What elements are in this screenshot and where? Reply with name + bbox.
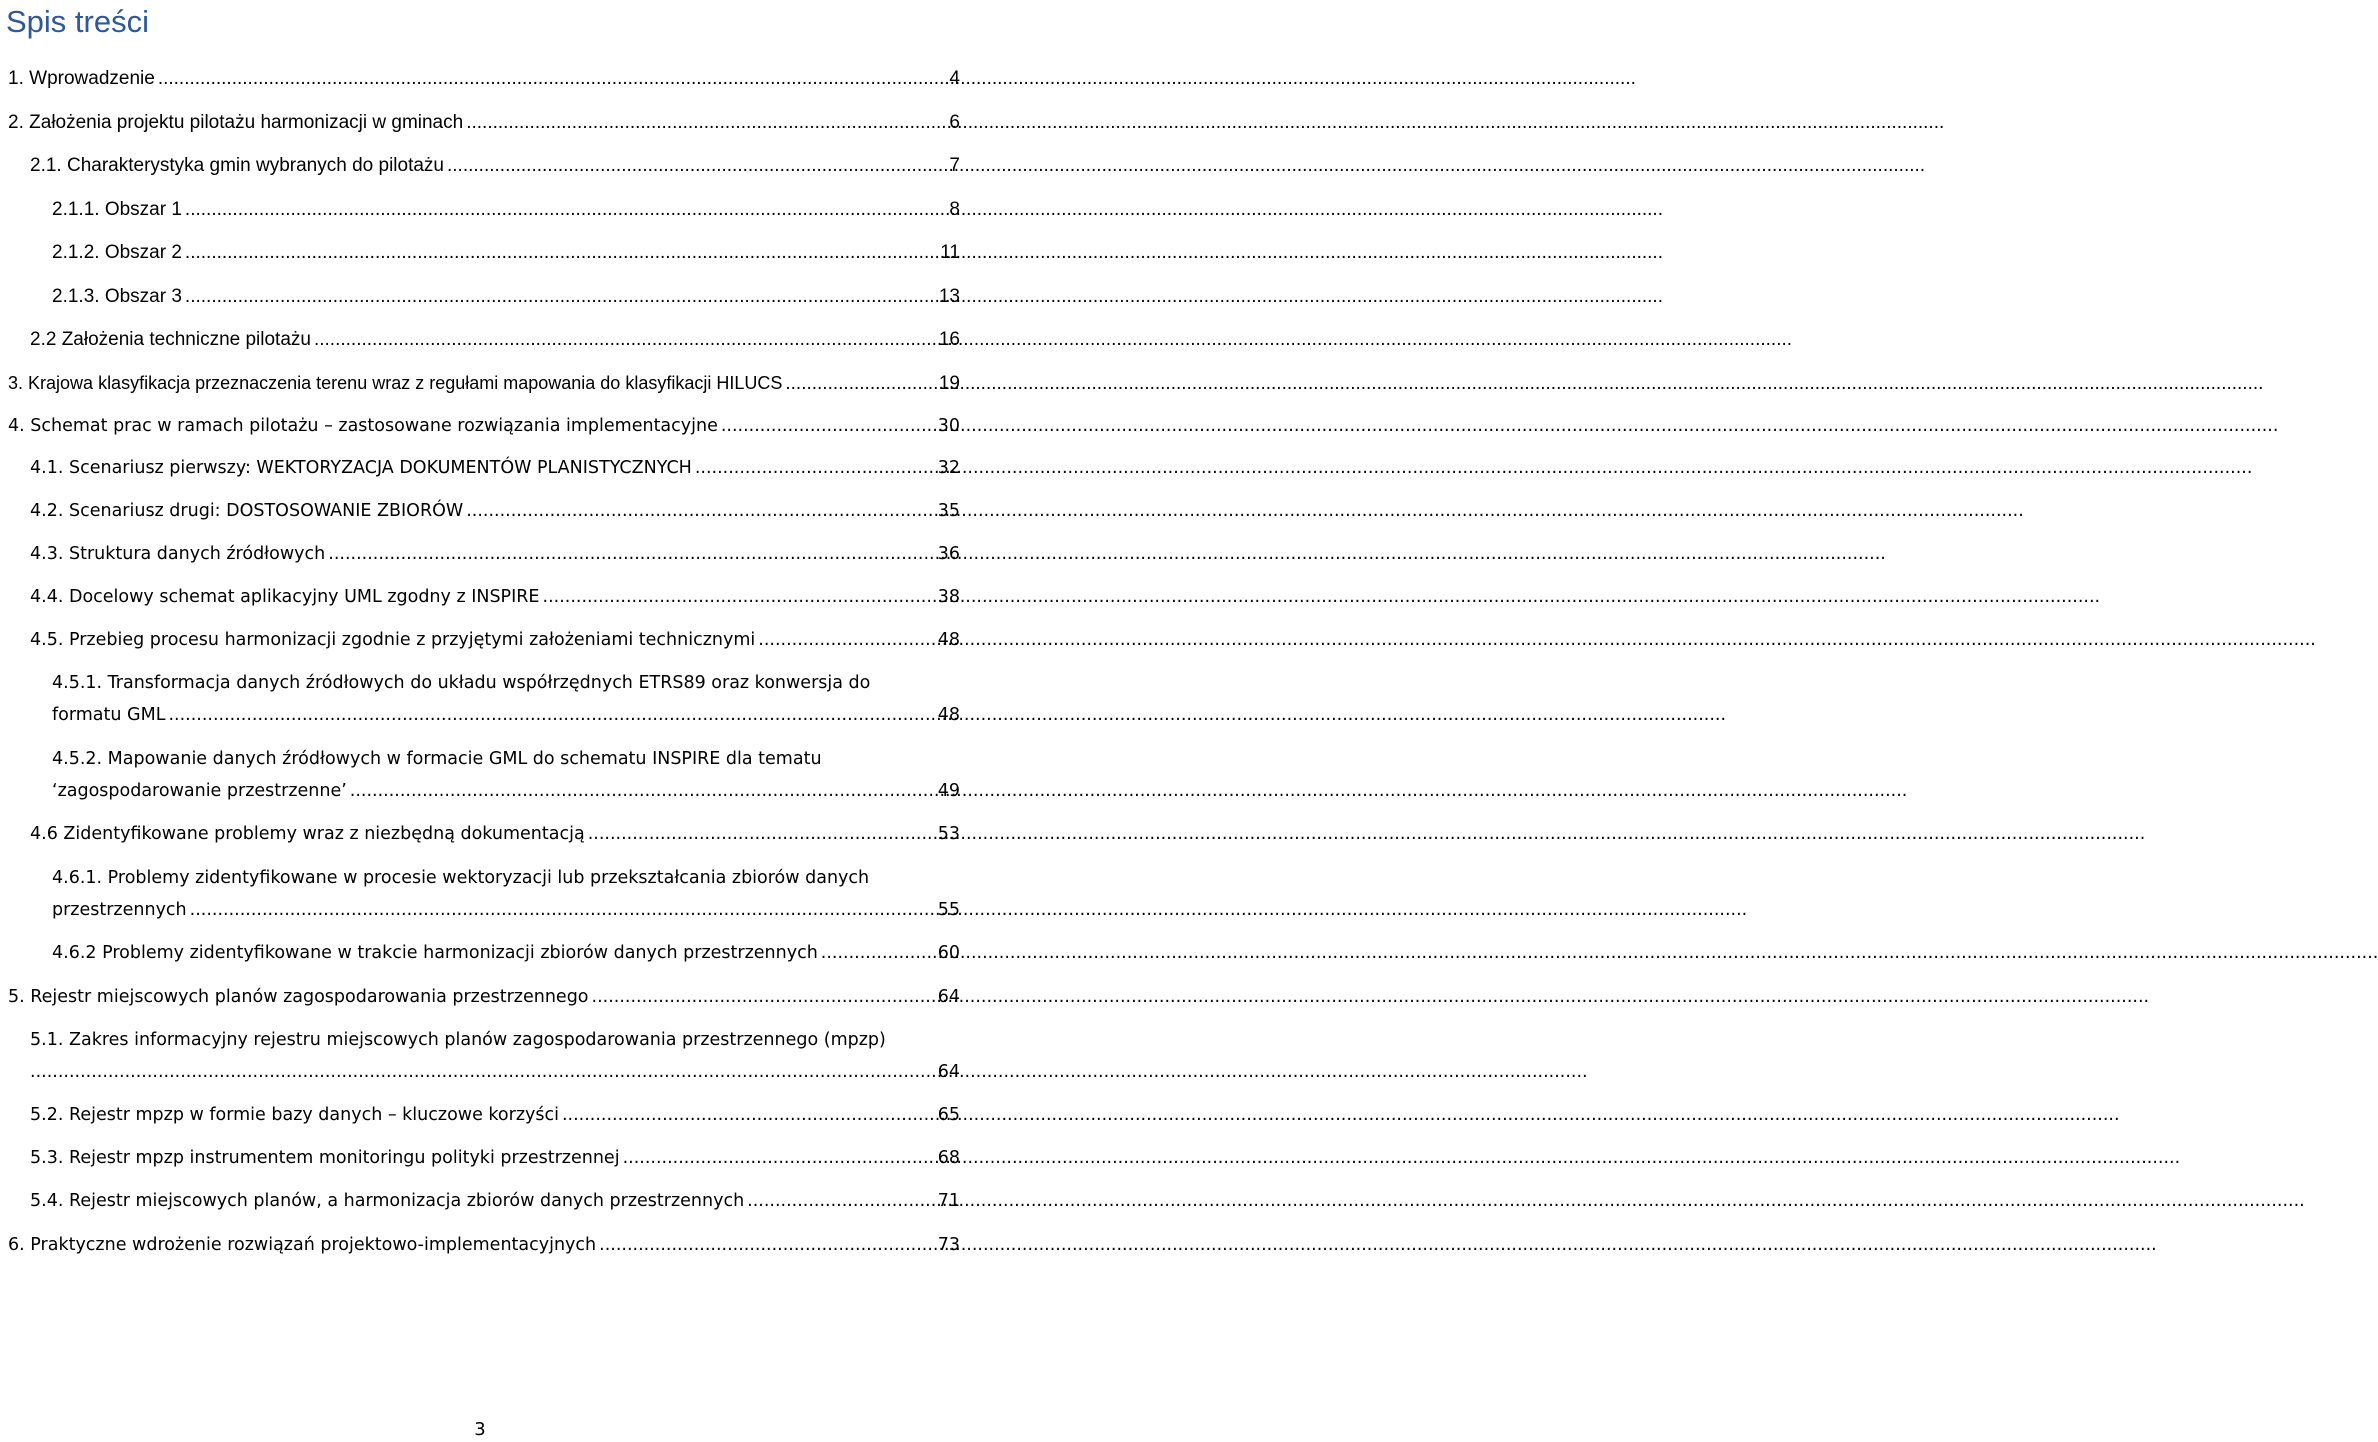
toc-entry[interactable] — [8, 1229, 960, 1261]
toc-page-number: 6 — [949, 112, 960, 133]
toc-leader-dots — [785, 368, 936, 400]
toc-entry-title: 2. Założenia projektu pilotażu harmonizacji w gminach — [8, 112, 464, 133]
toc-entry[interactable] — [52, 237, 960, 269]
toc-leader-dots — [695, 452, 935, 484]
toc-leader-dots — [30, 1056, 935, 1088]
toc-leader-dots — [466, 495, 935, 527]
toc-leader-dots — [447, 150, 946, 182]
toc-entry[interactable] — [30, 150, 960, 182]
toc-page-number: 7 — [949, 155, 960, 176]
toc-page-number: 8 — [949, 199, 960, 220]
toc-page-number: 73 — [937, 1235, 960, 1255]
toc-page-number: 30 — [937, 416, 960, 436]
toc-entry[interactable] — [52, 743, 960, 807]
toc-leader-dots — [588, 818, 935, 850]
toc-entry[interactable] — [52, 194, 960, 226]
toc-entry-title: 2.1. Charakterystyka gmin wybranych do pilotażu — [30, 155, 444, 176]
toc-leader-dots — [185, 281, 936, 313]
toc-entry-title: 6. Praktyczne wdrożenie rozwiązań projektowo-implementacyjnych — [8, 1235, 597, 1255]
toc-page-number: 48 — [937, 630, 960, 650]
toc-page-number: 65 — [937, 1105, 960, 1125]
toc-page-number: 32 — [937, 458, 960, 478]
toc-page-number: 11 — [940, 242, 960, 263]
toc-page-number: 49 — [937, 781, 960, 801]
toc-page-number: 36 — [937, 544, 960, 564]
toc-entry-title: 5.3. Rejestr mpzp instrumentem monitoringu polityki przestrzennej — [30, 1148, 620, 1168]
toc-entry-title-continued: ‘zagospodarowanie przestrzenne’ — [52, 781, 347, 801]
toc-entry[interactable] — [30, 1185, 960, 1217]
toc-leader-dots — [158, 63, 947, 95]
toc-entry-title: 1. Wprowadzenie — [8, 68, 155, 89]
toc-leader-dots — [599, 1229, 935, 1261]
toc-entry-title: 4.5.2. Mapowanie danych źródłowych w formacie GML do schematu INSPIRE dla tematu — [52, 749, 822, 769]
toc-entry-title: 3. Krajowa klasyfikacja przeznaczenia terenu wraz z regułami mapowania do klasyfikacji HILUCS — [8, 373, 783, 393]
toc-leader-dots — [328, 538, 934, 570]
toc-page-number: 60 — [937, 943, 960, 963]
toc-leader-dots — [185, 237, 937, 269]
toc-entry[interactable] — [30, 452, 960, 484]
toc-page-number: 16 — [938, 329, 960, 350]
toc-entry[interactable] — [30, 1099, 960, 1131]
toc-entry-title: 2.2 Założenia techniczne pilotażu — [30, 329, 311, 350]
toc-entry-title: 4.5. Przebieg procesu harmonizacji zgodnie z przyjętymi założeniami technicznymi — [30, 630, 756, 650]
toc-entry[interactable] — [8, 367, 960, 399]
toc-entry-title: 4.6.2 Problemy zidentyfikowane w trakcie harmonizacji zbiorów danych przestrzennych — [52, 943, 818, 963]
toc-entry[interactable] — [52, 937, 960, 969]
toc-page-number: 35 — [937, 501, 960, 521]
toc-entry[interactable] — [30, 538, 960, 570]
toc-leader-dots — [747, 1185, 935, 1217]
toc-entry[interactable] — [30, 1142, 960, 1174]
toc-entry-title: 5.4. Rejestr miejscowych planów, a harmonizacja zbiorów danych przestrzennych — [30, 1191, 745, 1211]
toc-entry[interactable] — [8, 63, 960, 95]
toc-entry-title: 2.1.2. Obszar 2 — [52, 242, 182, 263]
toc-entry-title: 5.2. Rejestr mpzp w formie bazy danych – kluczowe korzyści — [30, 1105, 559, 1125]
toc-leader-dots — [623, 1142, 935, 1174]
toc-list — [0, 0, 960, 1442]
toc-title: Spis treści — [6, 4, 149, 39]
toc-leader-dots — [721, 410, 935, 442]
toc-entry-title: 4.5.1. Transformacja danych źródłowych do układu współrzędnych ETRS89 oraz konwersja do — [52, 673, 871, 693]
toc-leader-dots — [821, 937, 935, 969]
toc-leader-dots — [350, 775, 935, 807]
toc-entry-title-continued: przestrzennych — [52, 900, 187, 920]
page-number: 3 — [474, 1419, 486, 1440]
toc-entry-title: 4.1. Scenariusz pierwszy: WEKTORYZACJA DOKUMENTÓW PLANISTYCZNYCH — [30, 458, 692, 478]
toc-page-number: 38 — [937, 587, 960, 607]
toc-entry[interactable] — [30, 581, 960, 613]
toc-page-number: 53 — [937, 824, 960, 844]
toc-entry[interactable] — [8, 410, 960, 442]
toc-entry-title-continued: formatu GML — [52, 705, 166, 725]
toc-entry[interactable] — [8, 981, 960, 1013]
toc-entry-title: 4.2. Scenariusz drugi: DOSTOSOWANIE ZBIORÓW — [30, 501, 464, 521]
document-page — [0, 0, 960, 1442]
toc-entry-title: 5.1. Zakres informacyjny rejestru miejscowych planów zagospodarowania przestrzennego (mpzp) — [30, 1030, 886, 1050]
toc-entry[interactable] — [30, 624, 960, 656]
toc-entry-title: 5. Rejestr miejscowych planów zagospodarowania przestrzennego — [8, 987, 589, 1007]
toc-page-number: 71 — [937, 1191, 960, 1211]
toc-entry[interactable] — [52, 862, 960, 926]
toc-entry[interactable] — [52, 667, 960, 731]
toc-leader-dots — [543, 581, 935, 613]
toc-page-number: 64 — [937, 1062, 960, 1082]
toc-leader-dots — [592, 981, 935, 1013]
toc-page-number: 55 — [937, 900, 960, 920]
toc-entry[interactable] — [30, 1024, 960, 1088]
toc-leader-dots — [562, 1099, 935, 1131]
toc-leader-dots — [314, 324, 936, 356]
toc-leader-dots — [185, 194, 947, 226]
toc-entry[interactable] — [30, 818, 960, 850]
toc-page-number: 13 — [938, 286, 960, 307]
toc-entry-title: 4.4. Docelowy schemat aplikacyjny UML zgodny z INSPIRE — [30, 587, 540, 607]
toc-leader-dots — [466, 107, 946, 139]
toc-entry[interactable] — [52, 281, 960, 313]
toc-entry-title: 4.6.1. Problemy zidentyfikowane w procesie wektoryzacji lub przekształcania zbiorów danych — [52, 868, 870, 888]
toc-entry[interactable] — [30, 324, 960, 356]
toc-page-number: 48 — [937, 705, 960, 725]
toc-leader-dots — [190, 894, 935, 926]
toc-entry-title: 4.6 Zidentyfikowane problemy wraz z niezbędną dokumentacją — [30, 824, 585, 844]
toc-page-number: 19 — [938, 373, 960, 394]
toc-entry[interactable] — [8, 107, 960, 139]
toc-entry-title: 4. Schemat prac w ramach pilotażu – zastosowane rozwiązania implementacyjne — [8, 416, 718, 436]
toc-entry-title: 2.1.1. Obszar 1 — [52, 199, 182, 220]
toc-leader-dots — [168, 699, 934, 731]
toc-entry-title: 4.3. Struktura danych źródłowych — [30, 544, 326, 564]
toc-entry-title: 2.1.3. Obszar 3 — [52, 286, 182, 307]
toc-leader-dots — [758, 624, 934, 656]
toc-page-number: 64 — [937, 987, 960, 1007]
toc-page-number: 4 — [949, 68, 960, 89]
toc-entry[interactable] — [30, 495, 960, 527]
toc-page-number: 68 — [937, 1148, 960, 1168]
